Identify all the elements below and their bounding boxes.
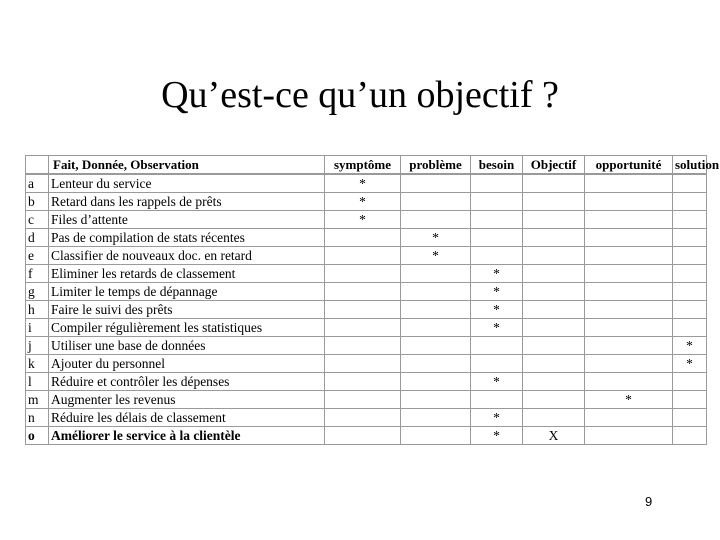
objective-table-container	[25, 155, 720, 445]
mark-objectif	[523, 265, 585, 283]
mark-opportunite	[585, 373, 673, 391]
table-row	[25, 283, 707, 301]
row-letter: c	[25, 211, 49, 229]
row-letter: f	[25, 265, 49, 283]
row-letter: e	[25, 247, 49, 265]
row-description: Retard dans les rappels de prêts	[49, 193, 325, 211]
mark-probleme	[401, 337, 471, 355]
mark-besoin	[471, 193, 523, 211]
mark-opportunite	[585, 247, 673, 265]
row-letter: d	[25, 229, 49, 247]
mark-symptome	[325, 265, 401, 283]
mark-probleme	[401, 193, 471, 211]
table-row	[25, 391, 707, 409]
mark-opportunite	[585, 337, 673, 355]
mark-objectif	[523, 391, 585, 409]
row-letter: l	[25, 373, 49, 391]
mark-objectif	[523, 193, 585, 211]
row-description: Augmenter les revenus	[49, 391, 325, 409]
table-row	[25, 211, 707, 229]
mark-objectif	[523, 174, 585, 193]
row-description: Files d’attente	[49, 211, 325, 229]
mark-opportunite	[585, 283, 673, 301]
mark-objectif	[523, 229, 585, 247]
mark-symptome	[325, 247, 401, 265]
mark-symptome	[325, 319, 401, 337]
mark-besoin	[471, 337, 523, 355]
row-description: Ajouter du personnel	[49, 355, 325, 373]
mark-besoin: *	[471, 409, 523, 427]
mark-opportunite	[585, 355, 673, 373]
header-symptome: symptôme	[325, 155, 401, 174]
mark-symptome: *	[325, 211, 401, 229]
mark-probleme	[401, 301, 471, 319]
mark-probleme	[401, 427, 471, 445]
mark-probleme	[401, 355, 471, 373]
mark-probleme	[401, 319, 471, 337]
mark-objectif	[523, 373, 585, 391]
page-number: 9	[645, 494, 653, 509]
header-besoin: besoin	[471, 155, 523, 174]
mark-objectif	[523, 337, 585, 355]
mark-besoin: *	[471, 319, 523, 337]
row-letter: b	[25, 193, 49, 211]
mark-solution	[673, 301, 707, 319]
mark-symptome	[325, 391, 401, 409]
row-description: Améliorer le service à la clientèle	[49, 427, 325, 445]
row-letter: i	[25, 319, 49, 337]
mark-symptome	[325, 409, 401, 427]
row-letter: k	[25, 355, 49, 373]
mark-solution	[673, 193, 707, 211]
objective-table	[25, 155, 720, 445]
mark-opportunite	[585, 229, 673, 247]
mark-symptome	[325, 283, 401, 301]
mark-besoin: *	[471, 283, 523, 301]
mark-solution	[673, 427, 707, 445]
mark-objectif	[523, 301, 585, 319]
table-row	[25, 409, 707, 427]
header-objectif: Objectif	[523, 155, 585, 174]
mark-besoin: *	[471, 373, 523, 391]
mark-opportunite	[585, 211, 673, 229]
mark-objectif	[523, 247, 585, 265]
slide-title: Qu’est-ce qu’un objectif ?	[161, 74, 559, 116]
mark-solution	[673, 211, 707, 229]
mark-symptome	[325, 427, 401, 445]
mark-opportunite	[585, 319, 673, 337]
mark-solution: *	[673, 337, 707, 355]
mark-objectif	[523, 283, 585, 301]
mark-besoin	[471, 391, 523, 409]
mark-objectif	[523, 319, 585, 337]
mark-objectif	[523, 355, 585, 373]
mark-solution: *	[673, 355, 707, 373]
mark-opportunite: *	[585, 391, 673, 409]
mark-symptome	[325, 301, 401, 319]
mark-opportunite	[585, 427, 673, 445]
row-description: Réduire et contrôler les dépenses	[49, 373, 325, 391]
table-row	[25, 247, 707, 265]
table-row	[25, 319, 707, 337]
table-body	[25, 174, 707, 445]
mark-solution	[673, 174, 707, 193]
mark-probleme	[401, 391, 471, 409]
mark-solution	[673, 265, 707, 283]
table-row	[25, 373, 707, 391]
mark-objectif	[523, 211, 585, 229]
mark-probleme	[401, 283, 471, 301]
mark-probleme	[401, 373, 471, 391]
table-row	[25, 265, 707, 283]
mark-opportunite	[585, 174, 673, 193]
mark-opportunite	[585, 265, 673, 283]
table-row	[25, 427, 707, 445]
mark-besoin	[471, 174, 523, 193]
header-probleme: problème	[401, 155, 471, 174]
mark-besoin	[471, 229, 523, 247]
table-row	[25, 174, 707, 193]
mark-objectif: X	[523, 427, 585, 445]
mark-solution	[673, 409, 707, 427]
table-row	[25, 229, 707, 247]
row-description: Pas de compilation de stats récentes	[49, 229, 325, 247]
mark-opportunite	[585, 193, 673, 211]
mark-besoin	[471, 247, 523, 265]
mark-solution	[673, 319, 707, 337]
row-description: Limiter le temps de dépannage	[49, 283, 325, 301]
mark-probleme: *	[401, 229, 471, 247]
row-description: Lenteur du service	[49, 174, 325, 193]
mark-probleme	[401, 174, 471, 193]
mark-probleme	[401, 211, 471, 229]
header-fact: Fait, Donnée, Observation	[49, 155, 325, 174]
mark-solution	[673, 283, 707, 301]
mark-besoin: *	[471, 265, 523, 283]
mark-symptome: *	[325, 193, 401, 211]
table-row	[25, 301, 707, 319]
table-row	[25, 355, 707, 373]
row-letter: o	[25, 427, 49, 445]
row-description: Classifier de nouveaux doc. en retard	[49, 247, 325, 265]
mark-besoin	[471, 355, 523, 373]
row-letter: m	[25, 391, 49, 409]
mark-symptome	[325, 355, 401, 373]
mark-besoin: *	[471, 427, 523, 445]
mark-probleme	[401, 265, 471, 283]
table-row	[25, 193, 707, 211]
mark-opportunite	[585, 409, 673, 427]
header-solution: solution	[675, 157, 720, 172]
row-description: Réduire les délais de classement	[49, 409, 325, 427]
mark-solution	[673, 391, 707, 409]
mark-solution	[673, 229, 707, 247]
mark-symptome	[325, 373, 401, 391]
row-description: Utiliser une base de données	[49, 337, 325, 355]
row-description: Compiler régulièrement les statistiques	[49, 319, 325, 337]
row-letter: n	[25, 409, 49, 427]
mark-symptome	[325, 229, 401, 247]
mark-solution	[673, 247, 707, 265]
table-row	[25, 337, 707, 355]
header-letter	[25, 155, 49, 174]
mark-objectif	[523, 409, 585, 427]
mark-besoin: *	[471, 301, 523, 319]
table-header-row	[25, 155, 707, 174]
row-letter: a	[25, 174, 49, 193]
mark-probleme	[401, 409, 471, 427]
mark-symptome: *	[325, 174, 401, 193]
mark-solution	[673, 373, 707, 391]
row-letter: j	[25, 337, 49, 355]
row-description: Eliminer les retards de classement	[49, 265, 325, 283]
row-letter: h	[25, 301, 49, 319]
row-letter: g	[25, 283, 49, 301]
header-opportunite: opportunité	[585, 155, 673, 174]
mark-opportunite	[585, 301, 673, 319]
row-description: Faire le suivi des prêts	[49, 301, 325, 319]
mark-probleme: *	[401, 247, 471, 265]
mark-besoin	[471, 211, 523, 229]
mark-symptome	[325, 337, 401, 355]
